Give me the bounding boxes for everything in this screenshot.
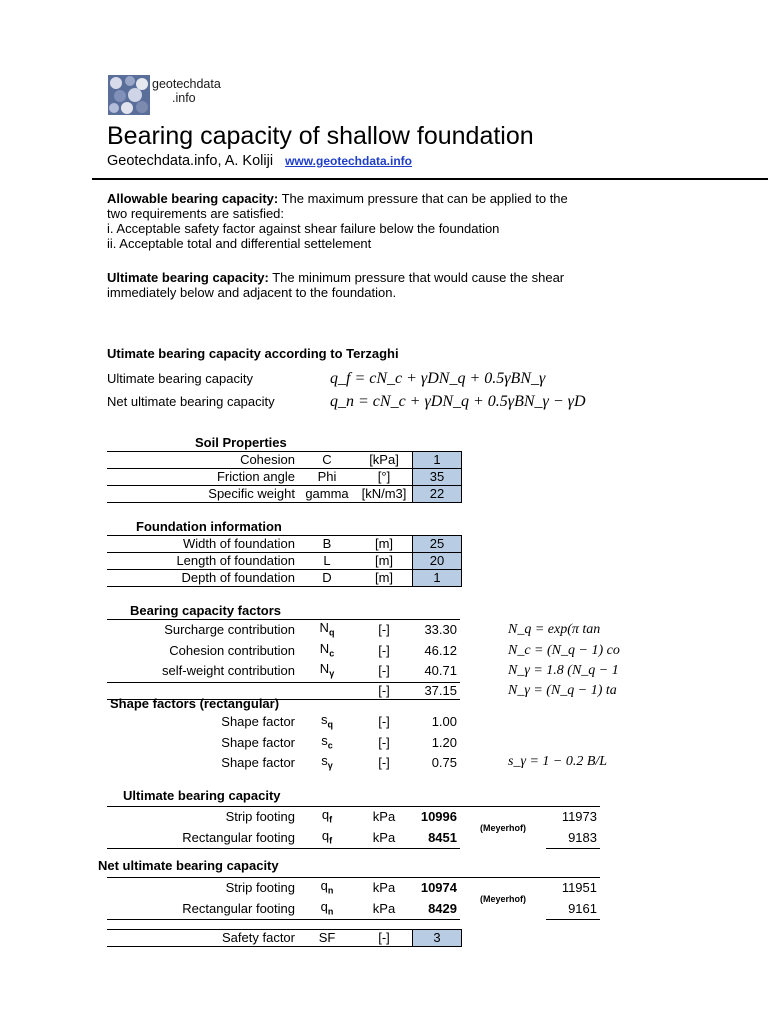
table-row: Strip footing $q_f$ kPa 10996 (Meyerhof) 11973 <box>107 807 600 828</box>
table-row: Rectangular footing $q_n$ kPa 8429 9161 <box>107 899 600 920</box>
factors-table <box>107 619 460 700</box>
title-divider <box>92 178 768 180</box>
table-row: Width of foundation B [m] 25 <box>107 536 462 553</box>
net-formula: q_n = cN_c + γDN_q + 0.5γBN_γ − γD <box>330 393 586 410</box>
ultimate-paragraph: Ultimate bearing capacity: The minimum pressure that would cause the shear immediately below and adjacent to the foundation. <box>107 270 565 300</box>
table-row: Specific weight gamma [kN/m3] 22 <box>107 486 462 503</box>
depth-input[interactable]: 1 <box>413 570 462 587</box>
table-row: Strip footing $q_n$ kPa 10974 (Meyerhof) 11951 <box>107 878 600 899</box>
factors-heading: Bearing capacity factors <box>130 603 282 618</box>
table-row: [-] 37.15 <box>107 682 460 699</box>
shape-heading: Shape factors (rectangular) <box>110 696 280 711</box>
author: Geotechdata.info, A. Koliji <box>107 153 274 169</box>
sgamma-formula: s_γ = 1 − 0.2 B/L <box>508 754 608 769</box>
subtitle <box>107 153 412 169</box>
meyerhof-label: (Meyerhof) <box>460 878 546 920</box>
safety-table <box>107 929 462 947</box>
net-formula-label: Net ultimate bearing capacity <box>107 394 275 409</box>
table-row: Surcharge contribution $N_q$ [-] 33.30 <box>107 620 460 641</box>
table-row: Cohesion C [kPa] 1 <box>107 452 462 469</box>
friction-angle-input[interactable]: 35 <box>413 469 462 486</box>
foundation-table <box>107 535 462 587</box>
ultimate-table <box>107 806 600 849</box>
length-input[interactable]: 20 <box>413 553 462 570</box>
ultimate-heading: Ultimate bearing capacity <box>123 788 281 803</box>
nc-formula: N_c = (N_q − 1) co <box>508 643 620 658</box>
cohesion-input[interactable]: 1 <box>413 452 462 469</box>
nq-formula: N_q = exp(π tan <box>508 622 601 637</box>
table-row: Shape factor $s_\gamma$ [-] 0.75 <box>221 753 457 771</box>
logo-text: geotechdata .info <box>152 77 221 105</box>
specific-weight-input[interactable]: 22 <box>413 486 462 503</box>
net-table <box>107 877 600 920</box>
logo[interactable] <box>108 75 221 115</box>
logo-mosaic-icon <box>108 75 150 115</box>
table-row: Rectangular footing $q_f$ kPa 8451 9183 <box>107 828 600 849</box>
shape-table <box>107 712 460 774</box>
table-row: Cohesion contribution $N_c$ [-] 46.12 <box>169 640 457 659</box>
net-heading: Net ultimate bearing capacity <box>98 858 279 873</box>
ngamma-formula-1: N_γ = 1.8 (N_q − 1 <box>508 663 619 678</box>
table-row: Length of foundation L [m] 20 <box>107 553 462 570</box>
table-row: Depth of foundation D [m] 1 <box>107 570 462 587</box>
foundation-heading: Foundation information <box>136 519 282 534</box>
table-row: self-weight contribution $N_\gamma$ [-] 40.71 <box>107 661 460 682</box>
ultimate-formula-label: Ultimate bearing capacity <box>107 371 253 386</box>
table-row: Safety factor SF [-] 3 <box>107 930 462 947</box>
allowable-paragraph: Allowable bearing capacity: The maximum pressure that can be applied to the two requirements are satisfied: i. Acceptable safety factor against shear failure below the foundation ii. Acceptable total and differential settelement <box>107 191 568 251</box>
width-input[interactable]: 25 <box>413 536 462 553</box>
meyerhof-label: (Meyerhof) <box>460 807 546 849</box>
soil-table <box>107 451 462 503</box>
website-link[interactable]: www.geotechdata.info <box>285 154 412 168</box>
page-title: Bearing capacity of shallow foundation <box>107 122 534 150</box>
table-row: Shape factor $s_q$ [-] 1.00 <box>221 712 457 730</box>
table-row: Friction angle Phi [°] 35 <box>107 469 462 486</box>
ultimate-formula: q_f = cN_c + γDN_q + 0.5γBN_γ <box>330 370 546 387</box>
soil-heading: Soil Properties <box>195 435 287 450</box>
table-row: Shape factor $s_c$ [-] 1.20 <box>221 732 457 751</box>
terzaghi-heading: Utimate bearing capacity according to Terzaghi <box>107 346 399 361</box>
safety-factor-input[interactable]: 3 <box>413 930 462 947</box>
ngamma-formula-2: N_γ = (N_q − 1) ta <box>508 683 617 698</box>
